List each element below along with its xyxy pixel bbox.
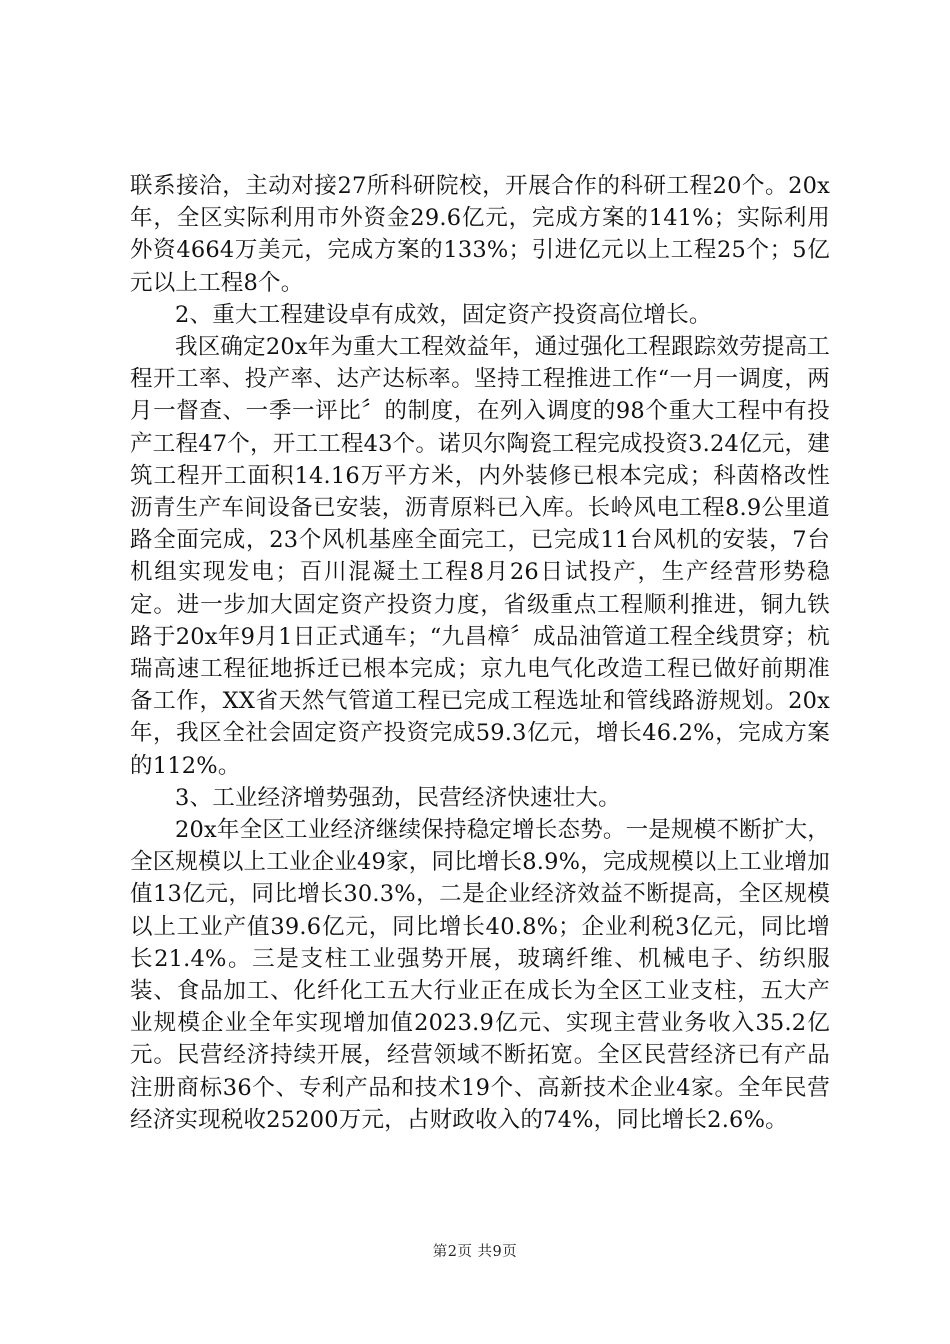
paragraph-continuation: 联系接洽，主动对接27所科研院校，开展合作的科研工程20个。20x年，全区实际利用市外资金29.6亿元，完成方案的141%；实际利用外资4664万美元，完成方案的133%；引进亿元以上工程25个；5亿元以上工程8个。 [130,173,830,296]
section-heading-major-projects: 2、重大工程建设卓有成效，固定资产投资高位增长。 [175,301,712,328]
page-footer: 第2页 共9页 [432,1244,518,1260]
paragraph-major-projects: 我区确定20x年为重大工程效益年，通过强化工程跟踪效劳提高工程开工率、投产率、达产达标率。坚持工程推进工作“一月一调度，两月一督查、一季一评比〞的制度，在列入调度的98个重大工程中有投产工程47个，开工工程43个。诺贝尔陶瓷工程完成投资3.24亿元，建筑工程开工面积14.16万平方米，内外装修已根本完成；科茵格改性沥青生产车间设备已安装，沥青原料已入库。长岭风电工程8.9公里道路全面完成，23个风机基座全面完工，已完成11台风机的安装，7台机组实现发电；百川混凝土工程8月26日试投产，生产经营形势稳定。进一步加大固定资产投资力度，省级重点工程顺利推进，铜九铁路于20x年9月1日正式通车；“九昌樟〞成品油管道工程全线贯穿；杭瑞高速工程征地拆迁已根本完成；京九电气化改造工程已做好前期准备工作，XX省天然气管道工程已完成工程选址和管线路游规划。20x年，我区全社会固定资产投资完成59.3亿元，增长46.2%，完成方案的112%。 [130,334,830,779]
document-body [130,170,830,1136]
paragraph-industrial-economy: 20x年全区工业经济继续保持稳定增长态势。一是规模不断扩大，全区规模以上工业企业49家，同比增长8.9%，完成规模以上工业增加值13亿元，同比增长30.3%，二是企业经济效益不断提高，全区规模以上工业产值39.6亿元，同比增长40.8%；企业利税3亿元，同比增长21.4%。三是支柱工业强势开展，玻璃纤维、机械电子、纺织服装、食品加工、化纤化工五大行业正在成长为全区工业支柱，五大产业规模企业全年实现增加值2023.9亿元、实现主营业务收入35.2亿元。民营经济持续开展，经营领域不断拓宽。全区民营经济已有产品注册商标36个、专利产品和技术19个、高新技术企业4家。全年民营经济实现税收25200万元，占财政收入的74%，同比增长2.6%。 [130,817,830,1133]
section-heading-industrial-economy: 3、工业经济增势强劲，民营经济快速壮大。 [175,784,621,811]
